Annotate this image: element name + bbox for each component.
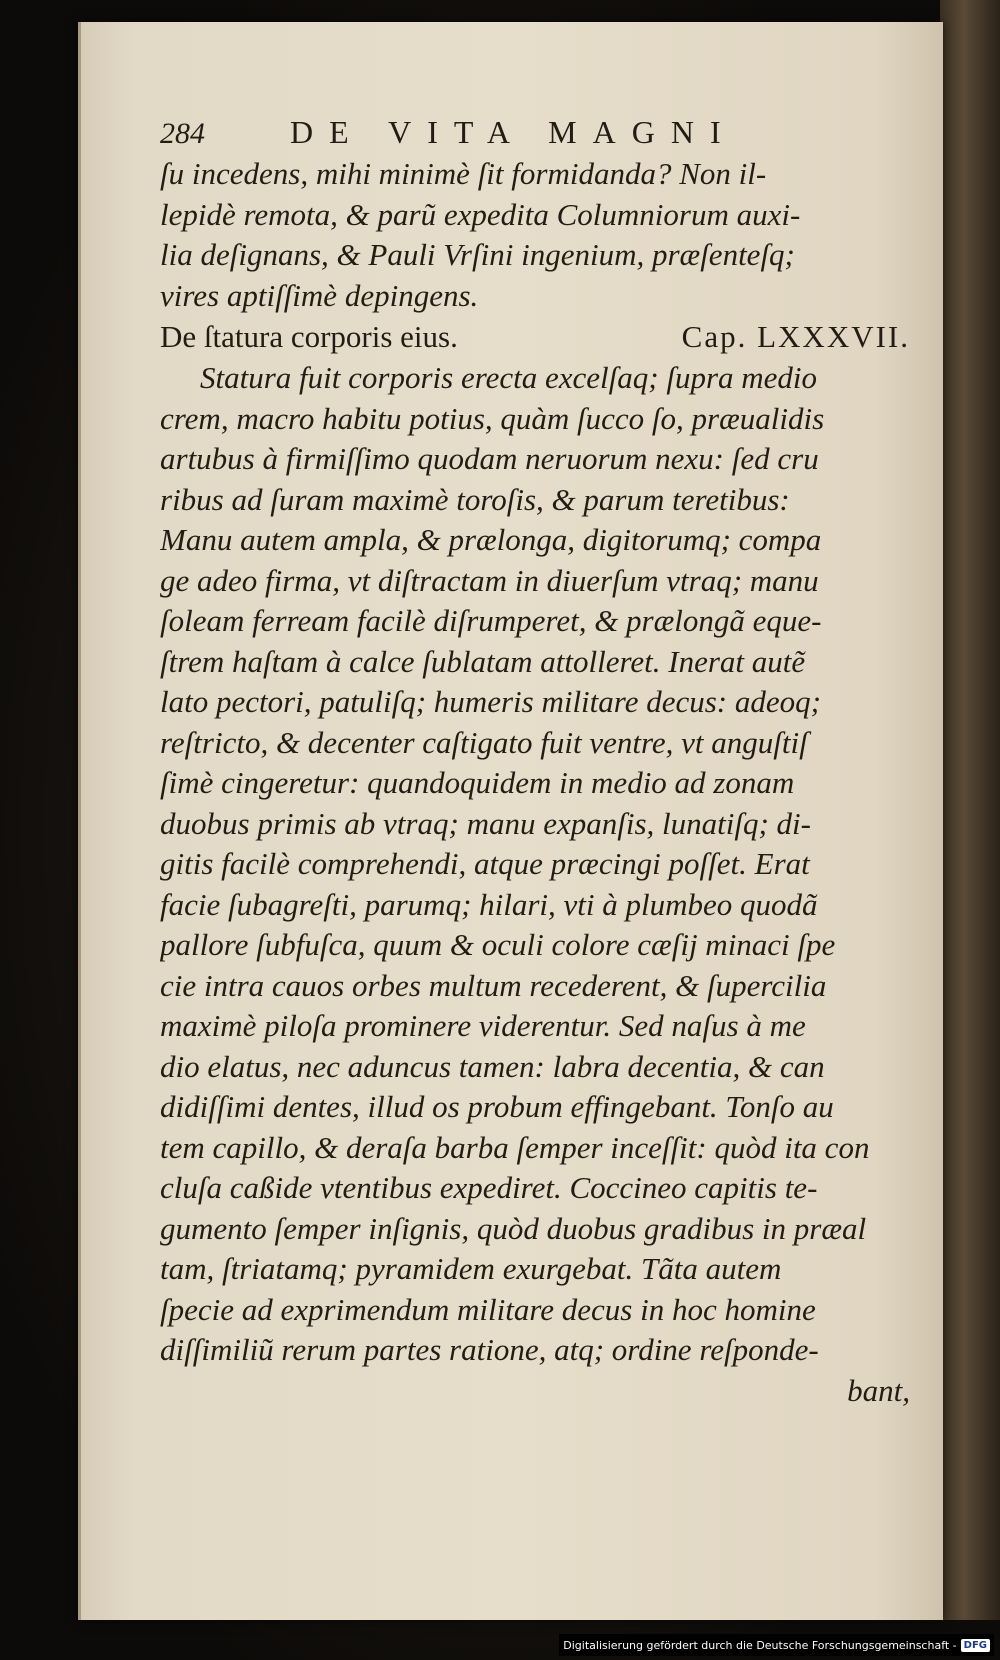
- text-line: dio elatus, nec aduncus tamen: labra decentia, & can: [160, 1048, 825, 1084]
- digitization-footer: [559, 1634, 994, 1656]
- text-line: maximè piloſa prominere viderentur. Sed naſus à me: [160, 1008, 806, 1043]
- text-lines-before-heading: [160, 154, 910, 316]
- text-line: gumento ſemper inſignis, quòd duobus gradibus in præal: [160, 1210, 867, 1246]
- running-head-title: DE VITA MAGNI: [290, 114, 737, 150]
- chapter-heading: [160, 316, 910, 358]
- text-line: diſſimiliũ rerum partes ratione, atq; ordine reſponde-: [160, 1332, 819, 1367]
- text-line: vires aptiſſimè depingens.: [160, 277, 479, 313]
- running-head: [160, 114, 910, 154]
- text-line: lia deſignans, & Pauli Vrſini ingenium, præſenteſq;: [160, 237, 795, 272]
- text-line: didiſſimi dentes, illud os probum effingebant. Tonſo au: [160, 1089, 834, 1124]
- text-line: ſimè cingeretur: quandoquidem in medio ad zonam: [160, 765, 795, 800]
- text-line: crem, macro habitu potius, quàm ſucco ſo, præualidis: [160, 400, 825, 436]
- text-line: pallore ſubfuſca, quum & oculi colore cæſij minaci ſpe: [160, 927, 836, 962]
- chapter-body: [160, 358, 910, 1411]
- text-line: cie intra cauos orbes multum recederent, & ſupercilia: [160, 967, 827, 1003]
- text-line: ſtrem haſtam à calce ſublatam attolleret. Inerat autẽ: [160, 643, 806, 679]
- text-line: ſoleam ferream facilè diſrumperet, & prælongã eque-: [160, 603, 822, 638]
- page-number: 284: [160, 117, 205, 150]
- text-line: duobus primis ab vtraq; manu expanſis, lunatiſq; di-: [160, 805, 811, 841]
- book-edge: [940, 0, 1000, 1620]
- text-line: ribus ad ſuram maximè toroſis, & parum teretibus:: [160, 481, 790, 517]
- text-line: tem capillo, & deraſa barba ſemper inceſſit: quòd ita con: [160, 1129, 870, 1165]
- text-line: ſpecie ad exprimendum militare decus in hoc homine: [160, 1291, 816, 1327]
- footer-text: Digitalisierung gefördert durch die Deutsche Forschungsgemeinschaft -: [563, 1638, 957, 1652]
- text-line: reſtricto, & decenter caſtigato fuit ventre, vt anguſtiſ: [160, 724, 808, 760]
- dfg-logo-icon: DFG: [961, 1639, 990, 1652]
- chapter-number: Cap. LXXXVII.: [681, 319, 910, 354]
- text-line: lepidè remota, & parũ expedita Columniorum auxi-: [160, 196, 801, 232]
- chapter-title: De ſtatura corporis eius.: [160, 319, 458, 354]
- catchword: bant,: [847, 1372, 910, 1408]
- text-line: cluſa caßide vtentibus expediret. Coccineo capitis te-: [160, 1170, 818, 1205]
- text-line: ge adeo firma, vt diſtractam in diuerſum vtraq; manu: [160, 562, 819, 598]
- text-line: lato pectori, patuliſq; humeris militare decus: adeoq;: [160, 684, 821, 719]
- text-line: ſu incedens, mihi minimè ſit formidanda? Non il-: [160, 156, 767, 191]
- text-line: facie ſubagreſti, parumq; hilari, vti à plumbeo quodã: [160, 886, 818, 922]
- text-line: gitis facilè comprehendi, atque præcingi poſſet. Erat: [160, 846, 810, 881]
- text-line: Statura fuit corporis erecta excelſaq; ſupra medio: [200, 360, 818, 395]
- text-line: artubus à firmiſſimo quodam neruorum nexu: ſed cru: [160, 441, 819, 476]
- text-line: tam, ſtriatamq; pyramidem exurgebat. Tãta autem: [160, 1251, 782, 1286]
- text-line: Manu autem ampla, & prælonga, digitorumq; compa: [160, 522, 822, 557]
- page-text: [160, 114, 910, 1411]
